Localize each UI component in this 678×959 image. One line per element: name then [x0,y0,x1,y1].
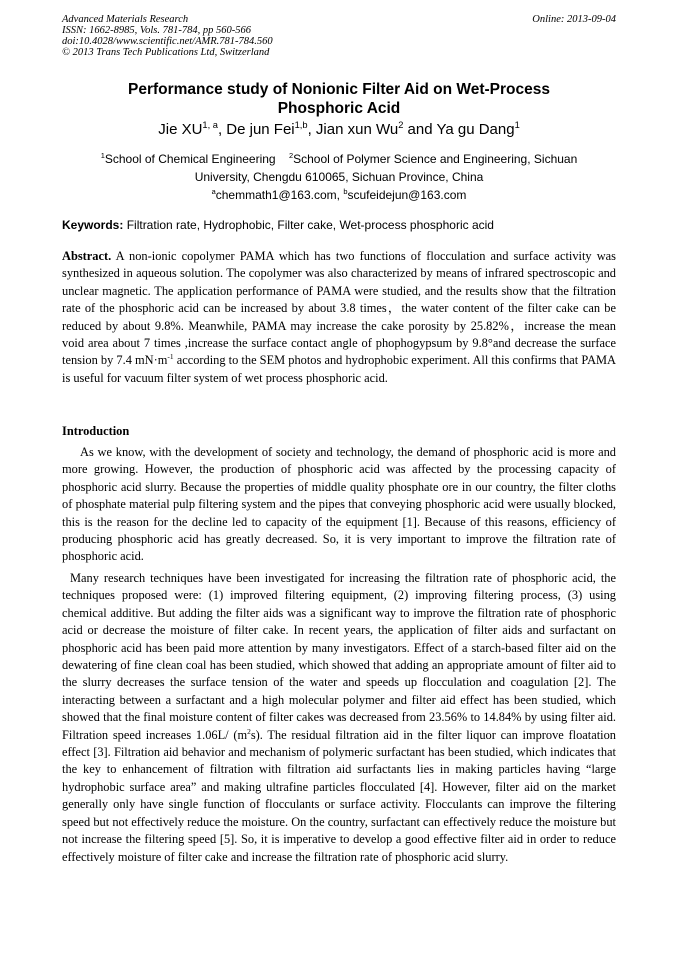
journal-copyright: © 2013 Trans Tech Publications Ltd, Switzerland [62,47,270,58]
affiliation-2: School of Polymer Science and Engineering, Sichuan [293,152,578,166]
section-heading-introduction: Introduction [62,424,130,438]
author-sup: 1 [514,120,520,130]
online-date: Online: 2013-09-04 [532,14,616,25]
journal-issn: ISSN: 1662-8985, Vols. 781-784, pp 560-566 [62,25,251,36]
intro-paragraph-2 [62,570,616,866]
abstract-text-end: according to the SEM photos and hydrophobic experiment. All this confirms that PAMA is useful for vacuum filter system of wet process phosphoric acid. [62,353,616,385]
author-name: , De jun Fei [217,121,295,138]
abstract-label: Abstract. [62,249,112,263]
title-line-1: Performance study of Nonionic Filter Aid on Wet-Process [127,81,550,98]
title-line-2: Phosphoric Acid [277,100,401,117]
keywords-text: Filtration rate, Hydrophobic, Filter cake, Wet-process phosphoric acid [123,218,494,232]
affiliation-line-1 [62,150,616,168]
journal-doi: doi:10.4028/www.scientific.net/AMR.781-784.560 [62,36,273,47]
affiliation-line-2: University, Chengdu 610065, Sichuan Province, China [194,170,484,184]
journal-header [62,14,273,58]
abstract [62,248,616,387]
author-name: Jie XU [158,121,203,138]
keywords-label: Keywords: [62,218,124,232]
intro-p2-sup: 2 [247,726,251,736]
intro-p2-text: Many research techniques have been investigated for increasing the filtration rate of phosphoric acid, the techniques proposed were: (1) improved filtering equipment, (2) improving filtering process, (3) using chemical additive. But adding the filter aids was a significant way to improve the filtration rate of phosphoric acid or decrease the moisture of filter cake. In recent years, the application of filter aids and surfactant on phosphoric acid has been paid more attention by many investigators. Effect of a starch-based filter aid on the dewatering of fine clean coal has been studied, which showed that adding an appropriate amount of filter aid to the slurry decreases the surface tension of the water and speeds up flocculation and coagulation [2]. The interacting between a surfactant and a high molecular polymer and filter aid effect has been studied, which showed that the final moisture content of filter cakes was decreased from 23.56% to 14.84% by using filter aid. Filtration speed increases 1.06L/ (m [62,571,616,742]
affil-sup: 2 [288,151,294,160]
email-b: scufeidejun@163.com [347,188,467,202]
author-sup: 1, a [202,120,218,130]
abstract-text: A non-ionic copolymer PAMA which has two functions of flocculation and surface activity was synthesized in aqueous solution. The copolymer was also characterized by means of infrared spectroscopic and unclear magnetic. The application performance of PAMA were studied, and the results show that the filtration rate of the phosphoric acid can be increased by about 3.8 times，the water content of the filter cake can be reduced by about 9.8%. Meanwhile, PAMA may increase the cake porosity by 25.82%，increase the mean void area about 7 times ,increase the surface contact angle of phophogypsum by 9.8°and decrease the surface tension by 7.4 mN·m [62,249,616,368]
keywords [62,217,616,233]
author-name: , Jian xun Wu [307,121,399,138]
paper-title [62,80,616,118]
affiliation-1: School of Chemical Engineering [104,152,276,166]
email-sup: a [211,187,216,196]
intro-paragraph-1: As we know, with the development of society and technology, the demand of phosphoric acid is more and more growing. However, the production of phosphoric acid was affected by the processing capacity of phosphoric acid slurry. Because the properties of middle quality phosphate ore in our country, the filter cloths of phosphate material pulp filtering system and the pipes that conveying phosphoric acid were usually blocked, this is the reason for the decline led to capacity of the equipment [1]. Because of this reasons, efficiency of producing phosphoric acid has greatly decreased. So, it is very important to improve the filtration rate of phosphoric acid. [62,445,616,564]
affil-sup: 1 [100,151,105,160]
affiliations [62,150,616,204]
journal-name: Advanced Materials Research [62,14,189,25]
email-sup: b [343,187,348,196]
author-list [62,120,616,140]
abstract-sup: -1 [167,352,174,362]
author-sup: 2 [398,120,404,130]
email-a: chemmath1@163.com, [215,188,344,202]
author-name: and Ya gu Dang [403,121,515,138]
email-line [62,186,616,204]
intro-p2-text-end: s). The residual filtration aid in the filter liquor can improve floatation effect [3]. Filtration aid behavior and mechanism of polymeric surfactant has been studied, which indicates that the key to enhancement of filtration with filtration aid surfactants lies in making particles having “large hydrophobic surface area” and making ultrafine particles flocculated [4]. However, filter aid on the market generally only have single function of flocculants or surface activity. Flocculants can improve the filtering speed but not effectively reduce the moisture. On the country, surfactant can effectively reduce the moisture but not increase the filtering speed [5]. So, it is imperative to develop a good effective filter aid in order to reduce effectively moisture of filter cake and increase the filtration rate of phosphoric acid slurry. [62,727,616,864]
author-sup: 1,b [294,120,308,130]
